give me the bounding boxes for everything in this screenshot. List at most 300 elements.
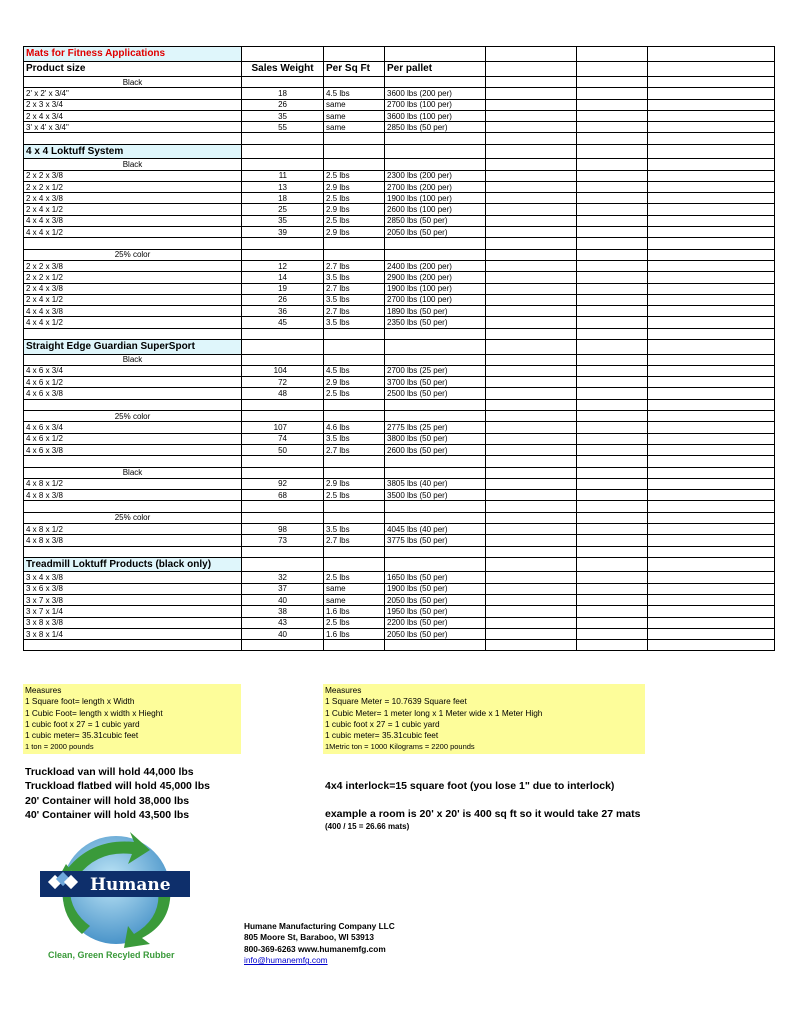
empty-cell — [577, 306, 648, 317]
table-row — [24, 422, 775, 433]
empty-cell — [577, 181, 648, 192]
empty-cell — [648, 456, 775, 467]
empty-cell — [577, 170, 648, 181]
empty-cell — [486, 557, 577, 572]
empty-cell — [486, 144, 577, 159]
empty-cell — [648, 399, 775, 410]
per-sq-ft: 2.5 lbs — [324, 170, 385, 181]
empty-cell — [577, 594, 648, 605]
empty-cell — [486, 328, 577, 339]
section-title: 4 x 4 Loktuff System — [24, 144, 242, 159]
per-pallet: 2600 lbs (50 per) — [385, 444, 486, 455]
empty-cell — [577, 433, 648, 444]
empty-cell — [648, 181, 775, 192]
empty-cell — [486, 617, 577, 628]
group-label: Black — [24, 159, 242, 170]
sales-weight: 68 — [242, 490, 324, 501]
empty-cell — [324, 249, 385, 260]
group-label: Black — [24, 77, 242, 88]
sales-weight: 26 — [242, 99, 324, 110]
empty-cell — [486, 181, 577, 192]
empty-cell — [242, 557, 324, 572]
table-row — [24, 122, 775, 133]
table-row — [24, 283, 775, 294]
example-note: example a room is 20' x 20' is 400 sq ft so it would take 27 mats — [325, 808, 641, 820]
empty-cell — [486, 99, 577, 110]
empty-cell — [324, 456, 385, 467]
per-sq-ft: 2.5 lbs — [324, 572, 385, 583]
empty-cell — [324, 144, 385, 159]
table-row — [24, 204, 775, 215]
empty-cell — [577, 159, 648, 170]
empty-cell — [577, 617, 648, 628]
product-size: 3 x 8 x 3/8 — [24, 617, 242, 628]
empty-cell — [577, 640, 648, 651]
per-pallet: 1900 lbs (100 per) — [385, 283, 486, 294]
product-size: 4 x 6 x 1/2 — [24, 377, 242, 388]
empty-cell — [577, 122, 648, 133]
sales-weight: 40 — [242, 628, 324, 639]
empty-cell — [385, 133, 486, 144]
empty-cell — [24, 238, 242, 249]
empty-cell — [24, 546, 242, 557]
sales-weight: 25 — [242, 204, 324, 215]
empty-cell — [486, 478, 577, 489]
product-size: 3 x 7 x 1/4 — [24, 606, 242, 617]
company-address: 805 Moore St, Baraboo, WI 53913 — [244, 932, 375, 943]
per-sq-ft: 2.5 lbs — [324, 215, 385, 226]
per-sq-ft: 4.5 lbs — [324, 88, 385, 99]
empty-cell — [577, 317, 648, 328]
empty-cell — [648, 523, 775, 534]
group-label-row — [24, 354, 775, 365]
per-pallet: 2500 lbs (50 per) — [385, 388, 486, 399]
empty-cell — [577, 144, 648, 159]
truckload-line: 40' Container will hold 43,500 lbs — [25, 809, 190, 822]
empty-cell — [385, 640, 486, 651]
spacer-row — [24, 546, 775, 557]
sales-weight: 50 — [242, 444, 324, 455]
sales-weight: 32 — [242, 572, 324, 583]
product-size: 4 x 8 x 1/2 — [24, 478, 242, 489]
empty-cell — [577, 204, 648, 215]
measures-left-line: 1 ton = 2000 pounds — [25, 742, 94, 752]
empty-cell — [324, 159, 385, 170]
empty-cell — [648, 594, 775, 605]
empty-cell — [648, 215, 775, 226]
empty-cell — [577, 557, 648, 572]
per-sq-ft: 2.9 lbs — [324, 478, 385, 489]
sales-weight: 40 — [242, 594, 324, 605]
per-sq-ft: 2.5 lbs — [324, 193, 385, 204]
empty-cell — [648, 88, 775, 99]
empty-cell — [648, 159, 775, 170]
empty-cell — [486, 249, 577, 260]
empty-cell — [648, 204, 775, 215]
empty-cell — [486, 583, 577, 594]
empty-cell — [385, 238, 486, 249]
measures-right-line: 1 cubic foot x 27 = 1 cubic yard — [325, 718, 440, 729]
table-row — [24, 433, 775, 444]
table-row — [24, 572, 775, 583]
empty-cell — [486, 490, 577, 501]
empty-cell — [577, 47, 648, 62]
empty-cell — [385, 340, 486, 355]
empty-cell — [648, 444, 775, 455]
per-sq-ft: 2.5 lbs — [324, 388, 385, 399]
empty-cell — [385, 501, 486, 512]
empty-cell — [648, 583, 775, 594]
empty-cell — [486, 238, 577, 249]
sales-weight: 43 — [242, 617, 324, 628]
spacer-row — [24, 238, 775, 249]
empty-cell — [648, 99, 775, 110]
empty-cell — [486, 47, 577, 62]
empty-cell — [577, 193, 648, 204]
empty-cell — [324, 354, 385, 365]
empty-cell — [648, 61, 775, 77]
empty-cell — [486, 606, 577, 617]
empty-cell — [486, 433, 577, 444]
empty-cell — [648, 133, 775, 144]
empty-cell — [486, 640, 577, 651]
measures-left-line: 1 cubic meter= 35.31cubic feet — [25, 730, 139, 741]
empty-cell — [648, 640, 775, 651]
per-pallet: 4045 lbs (40 per) — [385, 523, 486, 534]
empty-cell — [242, 328, 324, 339]
section-header-row — [24, 144, 775, 159]
empty-cell — [242, 640, 324, 651]
empty-cell — [577, 523, 648, 534]
sales-weight: 36 — [242, 306, 324, 317]
empty-cell — [242, 467, 324, 478]
measures-right-line: 1Metric ton = 1000 Kilograms = 2200 pounds — [325, 742, 475, 752]
per-pallet: 3500 lbs (50 per) — [385, 490, 486, 501]
empty-cell — [242, 340, 324, 355]
table-row — [24, 365, 775, 376]
empty-cell — [486, 456, 577, 467]
per-sq-ft: same — [324, 110, 385, 121]
empty-cell — [577, 422, 648, 433]
empty-cell — [324, 557, 385, 572]
empty-cell — [648, 422, 775, 433]
col-header: Per pallet — [385, 61, 486, 77]
per-pallet: 2300 lbs (200 per) — [385, 170, 486, 181]
empty-cell — [486, 444, 577, 455]
product-size: 4 x 6 x 1/2 — [24, 433, 242, 444]
spacer-row — [24, 501, 775, 512]
empty-cell — [385, 399, 486, 410]
table-row — [24, 478, 775, 489]
empty-cell — [486, 501, 577, 512]
product-size: 3 x 8 x 1/4 — [24, 628, 242, 639]
empty-cell — [486, 365, 577, 376]
group-label: Black — [24, 354, 242, 365]
per-pallet: 1900 lbs (100 per) — [385, 193, 486, 204]
per-sq-ft: 2.9 lbs — [324, 227, 385, 238]
per-pallet: 2700 lbs (25 per) — [385, 365, 486, 376]
per-sq-ft: 3.5 lbs — [324, 317, 385, 328]
sales-weight: 19 — [242, 283, 324, 294]
per-sq-ft: 3.5 lbs — [324, 433, 385, 444]
per-sq-ft: same — [324, 99, 385, 110]
empty-cell — [648, 170, 775, 181]
spacer-row — [24, 640, 775, 651]
empty-cell — [577, 215, 648, 226]
empty-cell — [648, 122, 775, 133]
per-pallet: 2700 lbs (100 per) — [385, 99, 486, 110]
spacer-row — [24, 399, 775, 410]
per-pallet: 2050 lbs (50 per) — [385, 227, 486, 238]
empty-cell — [242, 47, 324, 62]
empty-cell — [486, 61, 577, 77]
empty-cell — [577, 238, 648, 249]
per-pallet: 2700 lbs (200 per) — [385, 181, 486, 192]
sales-weight: 13 — [242, 181, 324, 192]
per-pallet: 1900 lbs (50 per) — [385, 583, 486, 594]
empty-cell — [324, 411, 385, 422]
sales-weight: 18 — [242, 193, 324, 204]
empty-cell — [648, 365, 775, 376]
per-pallet: 3600 lbs (100 per) — [385, 110, 486, 121]
empty-cell — [486, 411, 577, 422]
empty-cell — [577, 328, 648, 339]
empty-cell — [242, 144, 324, 159]
empty-cell — [648, 606, 775, 617]
product-size: 2 x 4 x 3/4 — [24, 110, 242, 121]
empty-cell — [324, 47, 385, 62]
company-email-link[interactable]: info@humanemfg.com — [244, 955, 328, 966]
empty-cell — [486, 260, 577, 271]
company-info — [244, 921, 395, 967]
product-size: 2 x 2 x 1/2 — [24, 181, 242, 192]
product-size: 2 x 2 x 3/8 — [24, 170, 242, 181]
empty-cell — [648, 144, 775, 159]
product-size: 2' x 2' x 3/4" — [24, 88, 242, 99]
sales-weight: 104 — [242, 365, 324, 376]
empty-cell — [577, 110, 648, 121]
empty-cell — [242, 133, 324, 144]
table-row — [24, 227, 775, 238]
empty-cell — [486, 523, 577, 534]
empty-cell — [648, 317, 775, 328]
per-pallet: 2775 lbs (25 per) — [385, 422, 486, 433]
table-row — [24, 606, 775, 617]
measures-left-line: 1 Square foot= length x Width — [25, 696, 135, 707]
table-row — [24, 215, 775, 226]
empty-cell — [577, 133, 648, 144]
section-title: Straight Edge Guardian SuperSport — [24, 340, 242, 355]
per-pallet: 2850 lbs (50 per) — [385, 215, 486, 226]
title-row — [24, 47, 775, 62]
empty-cell — [486, 535, 577, 546]
measures-right-line: 1 Cubic Meter= 1 meter long x 1 Meter wide x 1 Meter High — [325, 707, 543, 718]
empty-cell — [385, 467, 486, 478]
product-size: 4 x 8 x 1/2 — [24, 523, 242, 534]
empty-cell — [648, 628, 775, 639]
group-label: 25% color — [24, 411, 242, 422]
empty-cell — [577, 377, 648, 388]
empty-cell — [648, 377, 775, 388]
sales-weight: 11 — [242, 170, 324, 181]
sales-weight: 26 — [242, 294, 324, 305]
col-header: Sales Weight — [242, 61, 324, 77]
table-title: Mats for Fitness Applications — [24, 47, 242, 62]
empty-cell — [648, 283, 775, 294]
group-label: Black — [24, 467, 242, 478]
product-size: 2 x 4 x 3/8 — [24, 283, 242, 294]
empty-cell — [648, 193, 775, 204]
humane-logo — [38, 830, 194, 964]
col-header: Product size — [24, 61, 242, 77]
sales-weight: 38 — [242, 606, 324, 617]
spacer-row — [24, 456, 775, 467]
empty-cell — [486, 467, 577, 478]
empty-cell — [486, 133, 577, 144]
empty-cell — [648, 249, 775, 260]
table-row — [24, 523, 775, 534]
empty-cell — [648, 388, 775, 399]
per-pallet: 2850 lbs (50 per) — [385, 122, 486, 133]
interlock-note: 4x4 interlock=15 square foot (you lose 1" due to interlock) — [325, 780, 615, 792]
group-label-row — [24, 467, 775, 478]
empty-cell — [324, 77, 385, 88]
product-size: 4 x 6 x 3/4 — [24, 365, 242, 376]
table-row — [24, 170, 775, 181]
empty-cell — [324, 340, 385, 355]
sales-weight: 37 — [242, 583, 324, 594]
empty-cell — [648, 110, 775, 121]
measures-right — [323, 684, 645, 754]
empty-cell — [577, 399, 648, 410]
empty-cell — [577, 88, 648, 99]
empty-cell — [648, 490, 775, 501]
measures-right-title: Measures — [325, 685, 362, 695]
calc-note: (400 / 15 = 26.66 mats) — [325, 822, 410, 831]
empty-cell — [324, 467, 385, 478]
recycle-globe-icon — [38, 830, 194, 964]
per-pallet: 3805 lbs (40 per) — [385, 478, 486, 489]
empty-cell — [385, 456, 486, 467]
empty-cell — [486, 572, 577, 583]
empty-cell — [648, 272, 775, 283]
measures-left-line: 1 cubic foot x 27 = 1 cubic yard — [25, 718, 140, 729]
per-pallet: 3600 lbs (200 per) — [385, 88, 486, 99]
empty-cell — [648, 354, 775, 365]
truckload-info — [25, 765, 210, 823]
group-label: 25% color — [24, 249, 242, 260]
empty-cell — [486, 546, 577, 557]
empty-cell — [648, 512, 775, 523]
sales-weight: 45 — [242, 317, 324, 328]
sales-weight: 92 — [242, 478, 324, 489]
product-size: 3 x 6 x 3/8 — [24, 583, 242, 594]
empty-cell — [242, 77, 324, 88]
empty-cell — [486, 377, 577, 388]
product-size: 3 x 4 x 3/8 — [24, 572, 242, 583]
empty-cell — [486, 159, 577, 170]
empty-cell — [648, 238, 775, 249]
empty-cell — [242, 354, 324, 365]
empty-cell — [242, 159, 324, 170]
sales-weight: 74 — [242, 433, 324, 444]
per-sq-ft: 2.7 lbs — [324, 306, 385, 317]
product-size: 2 x 4 x 1/2 — [24, 294, 242, 305]
empty-cell — [648, 260, 775, 271]
per-pallet: 1650 lbs (50 per) — [385, 572, 486, 583]
sales-weight: 35 — [242, 110, 324, 121]
empty-cell — [385, 328, 486, 339]
table-row — [24, 594, 775, 605]
per-sq-ft: 4.5 lbs — [324, 365, 385, 376]
empty-cell — [324, 133, 385, 144]
product-table — [23, 46, 775, 651]
empty-cell — [486, 628, 577, 639]
empty-cell — [324, 399, 385, 410]
per-pallet: 3800 lbs (50 per) — [385, 433, 486, 444]
product-size: 4 x 4 x 3/8 — [24, 306, 242, 317]
per-sq-ft: 2.9 lbs — [324, 204, 385, 215]
empty-cell — [486, 388, 577, 399]
measures-right-line: 1 Square Meter = 10.7639 Square feet — [325, 696, 467, 707]
empty-cell — [324, 501, 385, 512]
sales-weight: 72 — [242, 377, 324, 388]
product-size: 4 x 4 x 1/2 — [24, 317, 242, 328]
empty-cell — [577, 272, 648, 283]
empty-cell — [648, 47, 775, 62]
group-label-row — [24, 159, 775, 170]
empty-cell — [486, 122, 577, 133]
company-phone-web: 800-369-6263 www.humanemfg.com — [244, 943, 386, 954]
table-row — [24, 617, 775, 628]
per-sq-ft: 2.7 lbs — [324, 535, 385, 546]
empty-cell — [242, 238, 324, 249]
per-sq-ft: 4.6 lbs — [324, 422, 385, 433]
per-pallet: 1890 lbs (50 per) — [385, 306, 486, 317]
empty-cell — [486, 193, 577, 204]
per-sq-ft: 2.5 lbs — [324, 617, 385, 628]
empty-cell — [577, 456, 648, 467]
empty-cell — [486, 594, 577, 605]
table-row — [24, 388, 775, 399]
per-sq-ft: same — [324, 594, 385, 605]
empty-cell — [385, 249, 486, 260]
empty-cell — [324, 238, 385, 249]
empty-cell — [242, 411, 324, 422]
section-header-row — [24, 557, 775, 572]
empty-cell — [324, 640, 385, 651]
sales-weight: 107 — [242, 422, 324, 433]
product-size: 4 x 6 x 3/8 — [24, 388, 242, 399]
empty-cell — [577, 77, 648, 88]
table-row — [24, 490, 775, 501]
section-header-row — [24, 340, 775, 355]
sales-weight: 35 — [242, 215, 324, 226]
product-size: 2 x 3 x 3/4 — [24, 99, 242, 110]
product-size: 3 x 7 x 3/8 — [24, 594, 242, 605]
empty-cell — [486, 317, 577, 328]
empty-cell — [486, 306, 577, 317]
sales-weight: 55 — [242, 122, 324, 133]
per-pallet: 2700 lbs (100 per) — [385, 294, 486, 305]
empty-cell — [385, 77, 486, 88]
product-size: 4 x 8 x 3/8 — [24, 535, 242, 546]
product-size: 2 x 4 x 1/2 — [24, 204, 242, 215]
per-pallet: 3775 lbs (50 per) — [385, 535, 486, 546]
table-row — [24, 535, 775, 546]
sales-weight: 48 — [242, 388, 324, 399]
table-row — [24, 110, 775, 121]
